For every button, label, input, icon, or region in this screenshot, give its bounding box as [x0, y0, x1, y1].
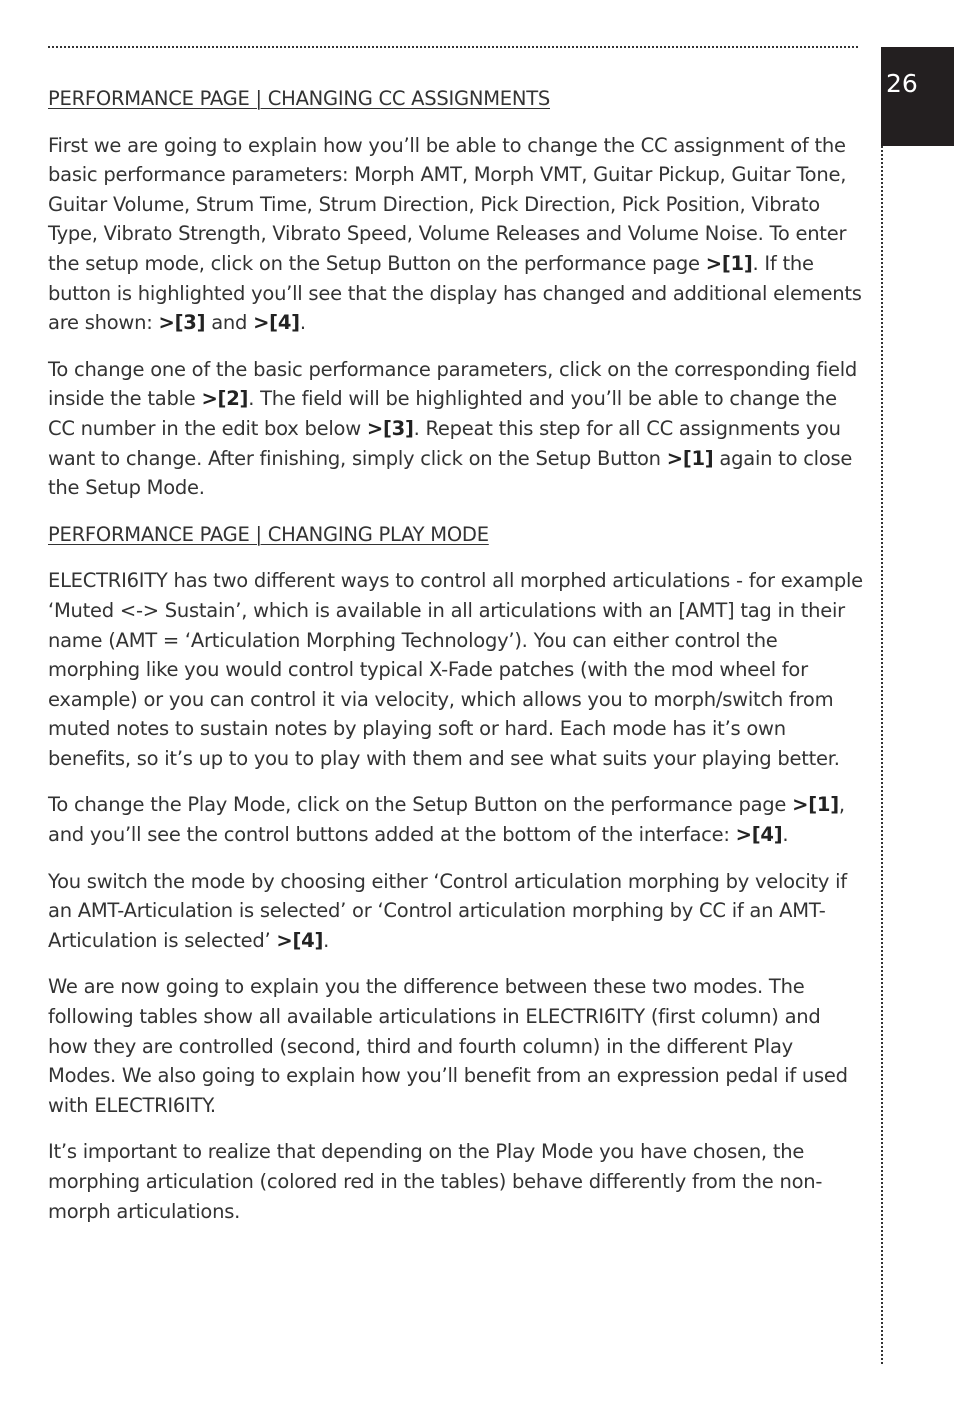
paragraph-play-switch — [48, 867, 863, 956]
text: You switch the mode by choosing either ‘Control articulation morphing by velocity if an AMT-Articulation is selected’ or ‘Control articulation morphing by CC if an AMT-Articulation is selected’ — [48, 869, 847, 952]
ref-3: >[3] — [366, 416, 414, 440]
text: . — [782, 823, 789, 847]
top-dotted-rule — [48, 46, 858, 48]
ref-2: >[2] — [201, 387, 249, 411]
paragraph-morph-note: It’s important to realize that depending on the Play Mode you have chosen, the morphing articulation (colored red in the tables) behave differently from the non-morph articulations. — [48, 1140, 823, 1223]
text: again to close the Setup Mode. — [48, 446, 853, 500]
text: To change one of the basic performance parameters, click on the corresponding field inside the table — [48, 357, 858, 411]
page-body — [48, 84, 863, 1243]
paragraph-cc-intro — [48, 131, 863, 338]
paragraph-modes-difference: We are now going to explain you the difference between these two modes. The following tables show all available articulations in ELECTRI6ITY (first column) and how they are controlled (second, third and fourth column) in the different Play Modes. We also going to explain how you’ll benefit from an expression pedal if used with ELECTRI6ITY. — [48, 975, 848, 1117]
heading-cc-assignments: PERFORMANCE PAGE | CHANGING CC ASSIGNMENTS — [48, 87, 550, 110]
text: , and you’ll see the control buttons added at the bottom of the interface: — [48, 793, 845, 847]
ref-3: >[3] — [158, 311, 206, 335]
page-number-tab — [881, 47, 954, 146]
paragraph-play-intro: ELECTRI6ITY has two different ways to control all morphed articulations - for example ‘Muted <-> Sustain’, which is available in all articulations with an [AMT] tag in their name (AMT = ‘Articulation Morphing Technology’). You can either control the morphing like you would control typical X-Fade patches (with the mod wheel for example) or you can control it via velocity, which allows you to morph/switch from muted notes to sustain notes by playing soft or hard. Each mode has it’s own benefits, so it’s up to you to play with them and see what suits your playing better. — [48, 569, 863, 770]
ref-4: >[4] — [276, 928, 324, 952]
text: . If the button is highlighted you’ll see that the display has changed and additional elements are shown: — [48, 251, 862, 335]
page-number: 26 — [886, 69, 918, 98]
text: . — [323, 928, 330, 952]
text: . — [299, 311, 306, 335]
paragraph-play-change — [48, 790, 863, 849]
text: . Repeat this step for all CC assignments you want to change. After finishing, simply click on the Setup Button — [48, 416, 841, 470]
ref-1: >[1] — [792, 793, 839, 817]
text: First we are going to explain how you’ll be able to change the CC assignment of the basic performance parameters: Morph AMT, Morph VMT, Guitar Pickup, Guitar Tone, Guitar Volume, Strum Time, Strum Direction, Pick Direction, Pick Position, Vibrato Type, Vibrato Strength, Vibrato Speed, Volume Releases and Volume Noise. To enter the setup mode, click on the Setup Button on the performance page — [48, 133, 847, 275]
ref-1: >[1] — [705, 251, 753, 275]
side-dotted-rule — [881, 146, 883, 1364]
paragraph-cc-change — [48, 355, 863, 503]
text: . The field will be highlighted and you’ll be able to change the CC number in the edit box below — [48, 387, 837, 440]
ref-4: >[4] — [735, 823, 783, 847]
ref-4: >[4] — [253, 311, 300, 335]
text: To change the Play Mode, click on the Setup Button on the performance page — [48, 793, 793, 817]
text: and — [205, 311, 254, 335]
ref-1: >[1] — [666, 446, 714, 470]
heading-play-mode: PERFORMANCE PAGE | CHANGING PLAY MODE — [48, 522, 489, 546]
